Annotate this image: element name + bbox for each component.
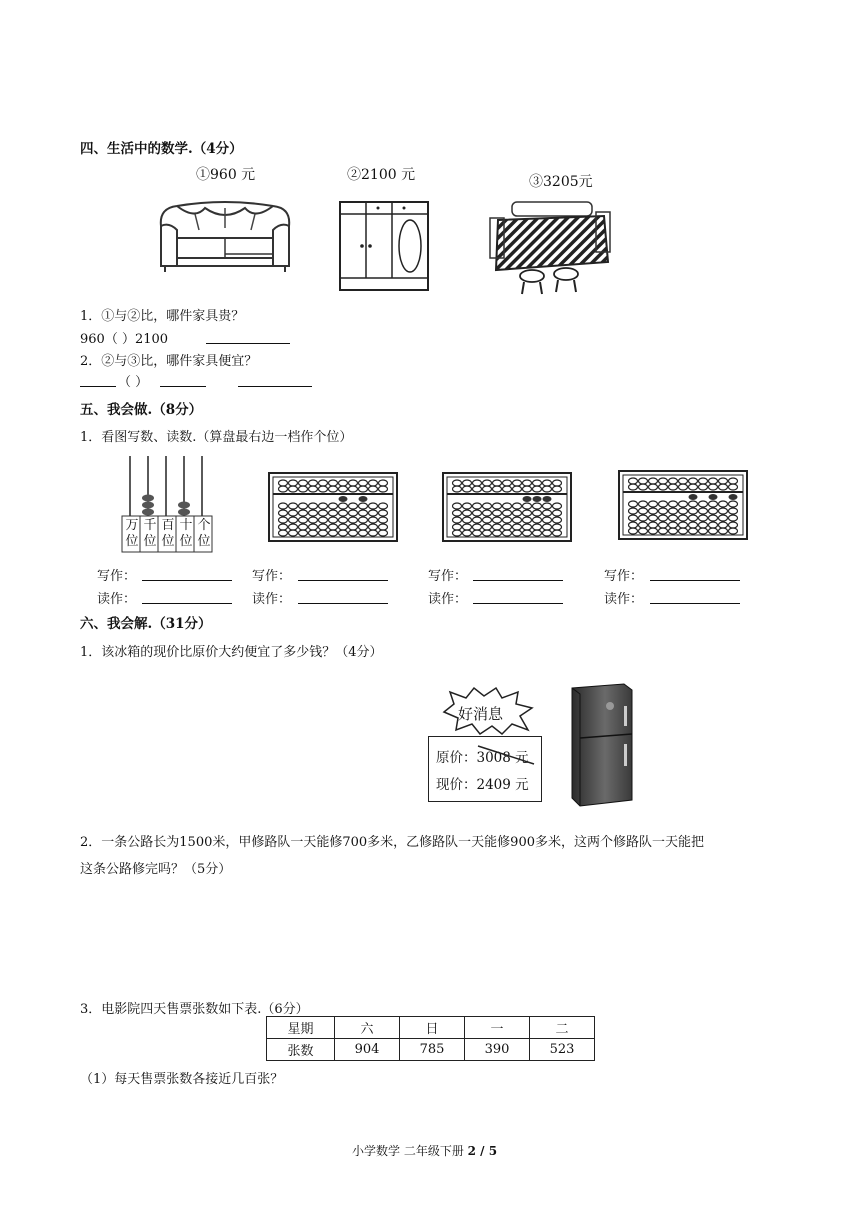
- section6-title: 六、我会解.（31分）: [80, 616, 212, 632]
- good-news-text: 好消息: [458, 705, 504, 723]
- q1-compare: 960（ ）2100: [80, 332, 169, 347]
- page-footer: [352, 1142, 497, 1159]
- write-blank-1[interactable]: [142, 568, 232, 581]
- section6-q2-line1: 2．一条公路长为1500米，甲修路队一天能修700多米，乙修路队一天能修900多米，这两个修路队一天能把: [80, 835, 704, 850]
- write-label-1: 写作：: [97, 569, 137, 584]
- abacus-3: [618, 470, 748, 540]
- fridge-image: [566, 682, 636, 808]
- ticket-table: [266, 1016, 595, 1061]
- place-label-qian: 千位: [143, 518, 157, 549]
- table-cell: 523: [530, 1039, 595, 1061]
- q2-text: 2．②与③比，哪件家具便宜？: [80, 354, 258, 369]
- footer-text: 小学数学 二年级下册: [352, 1144, 464, 1158]
- write-label-2: 写作：: [252, 569, 292, 584]
- page-number: 2 / 5: [467, 1144, 498, 1158]
- original-price: 原价：3008 元: [436, 750, 529, 766]
- section5-title: 五、我会做.（8分）: [80, 402, 203, 418]
- abacus-1: [268, 472, 398, 542]
- read-blank-1[interactable]: [142, 591, 232, 604]
- q2-answer-blank[interactable]: [238, 374, 312, 387]
- sofa-image: [155, 196, 295, 274]
- write-blank-3[interactable]: [473, 568, 563, 581]
- q2-left-blank[interactable]: [80, 374, 116, 387]
- write-blank-4[interactable]: [650, 568, 740, 581]
- place-label-ge: 个位: [197, 518, 211, 549]
- current-price: 现价：2409 元: [436, 777, 529, 793]
- abacus-2: [442, 472, 572, 542]
- table-cell: 日: [400, 1017, 465, 1039]
- table-cell: 张数: [267, 1039, 335, 1061]
- price-label-table: ③3205元: [529, 174, 593, 190]
- table-cell: 二: [530, 1017, 595, 1039]
- section5-q1: 1．看图写数、读数.（算盘最右边一档作个位）: [80, 430, 353, 445]
- read-label-2: 读作：: [252, 592, 292, 607]
- place-label-bai: 百位: [161, 518, 175, 549]
- section6-q3: 3．电影院四天售票张数如下表.（6分）: [80, 1002, 309, 1017]
- section6-q3-sub1: （1）每天售票张数各接近几百张？: [80, 1072, 284, 1087]
- write-blank-2[interactable]: [298, 568, 388, 581]
- place-label-shi: 十位: [179, 518, 193, 549]
- place-label-wan: 万位: [125, 518, 139, 549]
- table-cell: 一: [465, 1017, 530, 1039]
- q2-paren: （ ）: [118, 375, 149, 390]
- table-header-row: [267, 1017, 595, 1039]
- read-blank-4[interactable]: [650, 591, 740, 604]
- read-label-3: 读作：: [428, 592, 468, 607]
- table-cell: 六: [335, 1017, 400, 1039]
- table-cell: 390: [465, 1039, 530, 1061]
- section6-q2-line2: 这条公路修完吗？（5分）: [80, 862, 232, 877]
- q1-text: 1．①与②比，哪件家具贵？: [80, 309, 245, 324]
- read-label-4: 读作：: [604, 592, 644, 607]
- read-blank-2[interactable]: [298, 591, 388, 604]
- write-label-4: 写作：: [604, 569, 644, 584]
- read-blank-3[interactable]: [473, 591, 563, 604]
- dining-table-image: [488, 196, 612, 296]
- read-label-1: 读作：: [97, 592, 137, 607]
- cabinet-image: [338, 200, 432, 292]
- section6-q1: 1．该冰箱的现价比原价大约便宜了多少钱？（4分）: [80, 645, 383, 660]
- section4-title: 四、生活中的数学.（4分）: [80, 141, 243, 157]
- q1-answer-blank[interactable]: [206, 331, 290, 344]
- table-cell: 785: [400, 1039, 465, 1061]
- q2-right-blank[interactable]: [160, 374, 206, 387]
- price-label-cabinet: ②2100 元: [347, 167, 416, 183]
- price-label-sofa: ①960 元: [196, 167, 256, 183]
- table-row: [267, 1039, 595, 1061]
- strikethrough-line: [476, 742, 536, 768]
- table-cell: 904: [335, 1039, 400, 1061]
- write-label-3: 写作：: [428, 569, 468, 584]
- table-cell: 星期: [267, 1017, 335, 1039]
